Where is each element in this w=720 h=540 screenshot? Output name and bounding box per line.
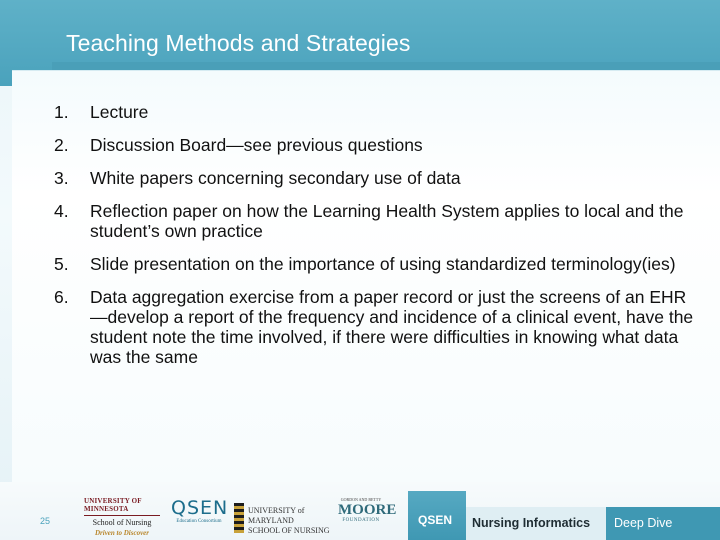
item-text: Reflection paper on how the Learning Health System applies to local and the student’s own practice: [90, 201, 684, 241]
item-text: Slide presentation on the importance of using standardized terminology(ies): [90, 254, 676, 274]
nursing-informatics-banner: [466, 507, 606, 540]
umd-crest-icon: [234, 503, 244, 533]
item-text: White papers concerning secondary use of data: [90, 168, 461, 188]
item-number: 5.: [54, 254, 69, 274]
deep-dive-label: Deep Dive: [614, 516, 673, 530]
umn-logo: [84, 497, 160, 537]
umd-logo-line2: SCHOOL OF NURSING: [248, 526, 330, 535]
umn-logo-school: School of Nursing: [92, 518, 152, 527]
methods-list: [54, 102, 694, 380]
item-number: 2.: [54, 135, 69, 155]
umd-logo: [234, 503, 330, 535]
deep-dive-banner: [606, 507, 720, 540]
umd-logo-text: [248, 506, 330, 536]
qsen-banner-label: QSEN: [418, 513, 453, 527]
qsen-logo-mark: QSEN: [171, 497, 229, 519]
nursing-informatics-label: Nursing Informatics: [472, 516, 591, 530]
item-number: 1.: [54, 102, 69, 122]
slide-title: Teaching Methods and Strategies: [66, 30, 411, 56]
item-text: Data aggregation exercise from a paper record or just the screens of an EHR—develop a report of the frequency and incidence of a clinical event, have the student note the time involved, if there were difficulties in knowing what data was the same: [90, 287, 694, 367]
page-number: 25: [40, 516, 51, 526]
qsen-logo: [171, 497, 227, 537]
list-item: [54, 254, 694, 274]
item-number: 6.: [54, 287, 69, 307]
item-number: 4.: [54, 201, 69, 221]
umd-logo-line1: UNIVERSITY of MARYLAND: [248, 506, 305, 525]
umn-logo-rule: [84, 515, 160, 516]
list-item: [54, 201, 694, 241]
qsen-banner-tab: [408, 491, 466, 540]
umn-logo-name: UNIVERSITY OF MINNESOTA: [84, 497, 142, 513]
moore-foundation-logo: [338, 497, 397, 537]
moore-logo-line1: GORDON AND BETTY: [340, 497, 382, 502]
umn-logo-tagline: Driven to Discover: [94, 529, 150, 537]
item-text: Lecture: [90, 102, 149, 122]
list-item: [54, 102, 694, 122]
moore-logo-main: MOORE: [338, 502, 397, 518]
item-text: Discussion Board—see previous questions: [90, 135, 423, 155]
moore-logo-sub: FOUNDATION: [342, 518, 380, 523]
list-item: [54, 287, 694, 367]
list-item: [54, 135, 694, 155]
qsen-logo-sub: Education Consortium: [176, 519, 222, 524]
list-item: [54, 168, 694, 188]
item-number: 3.: [54, 168, 69, 188]
